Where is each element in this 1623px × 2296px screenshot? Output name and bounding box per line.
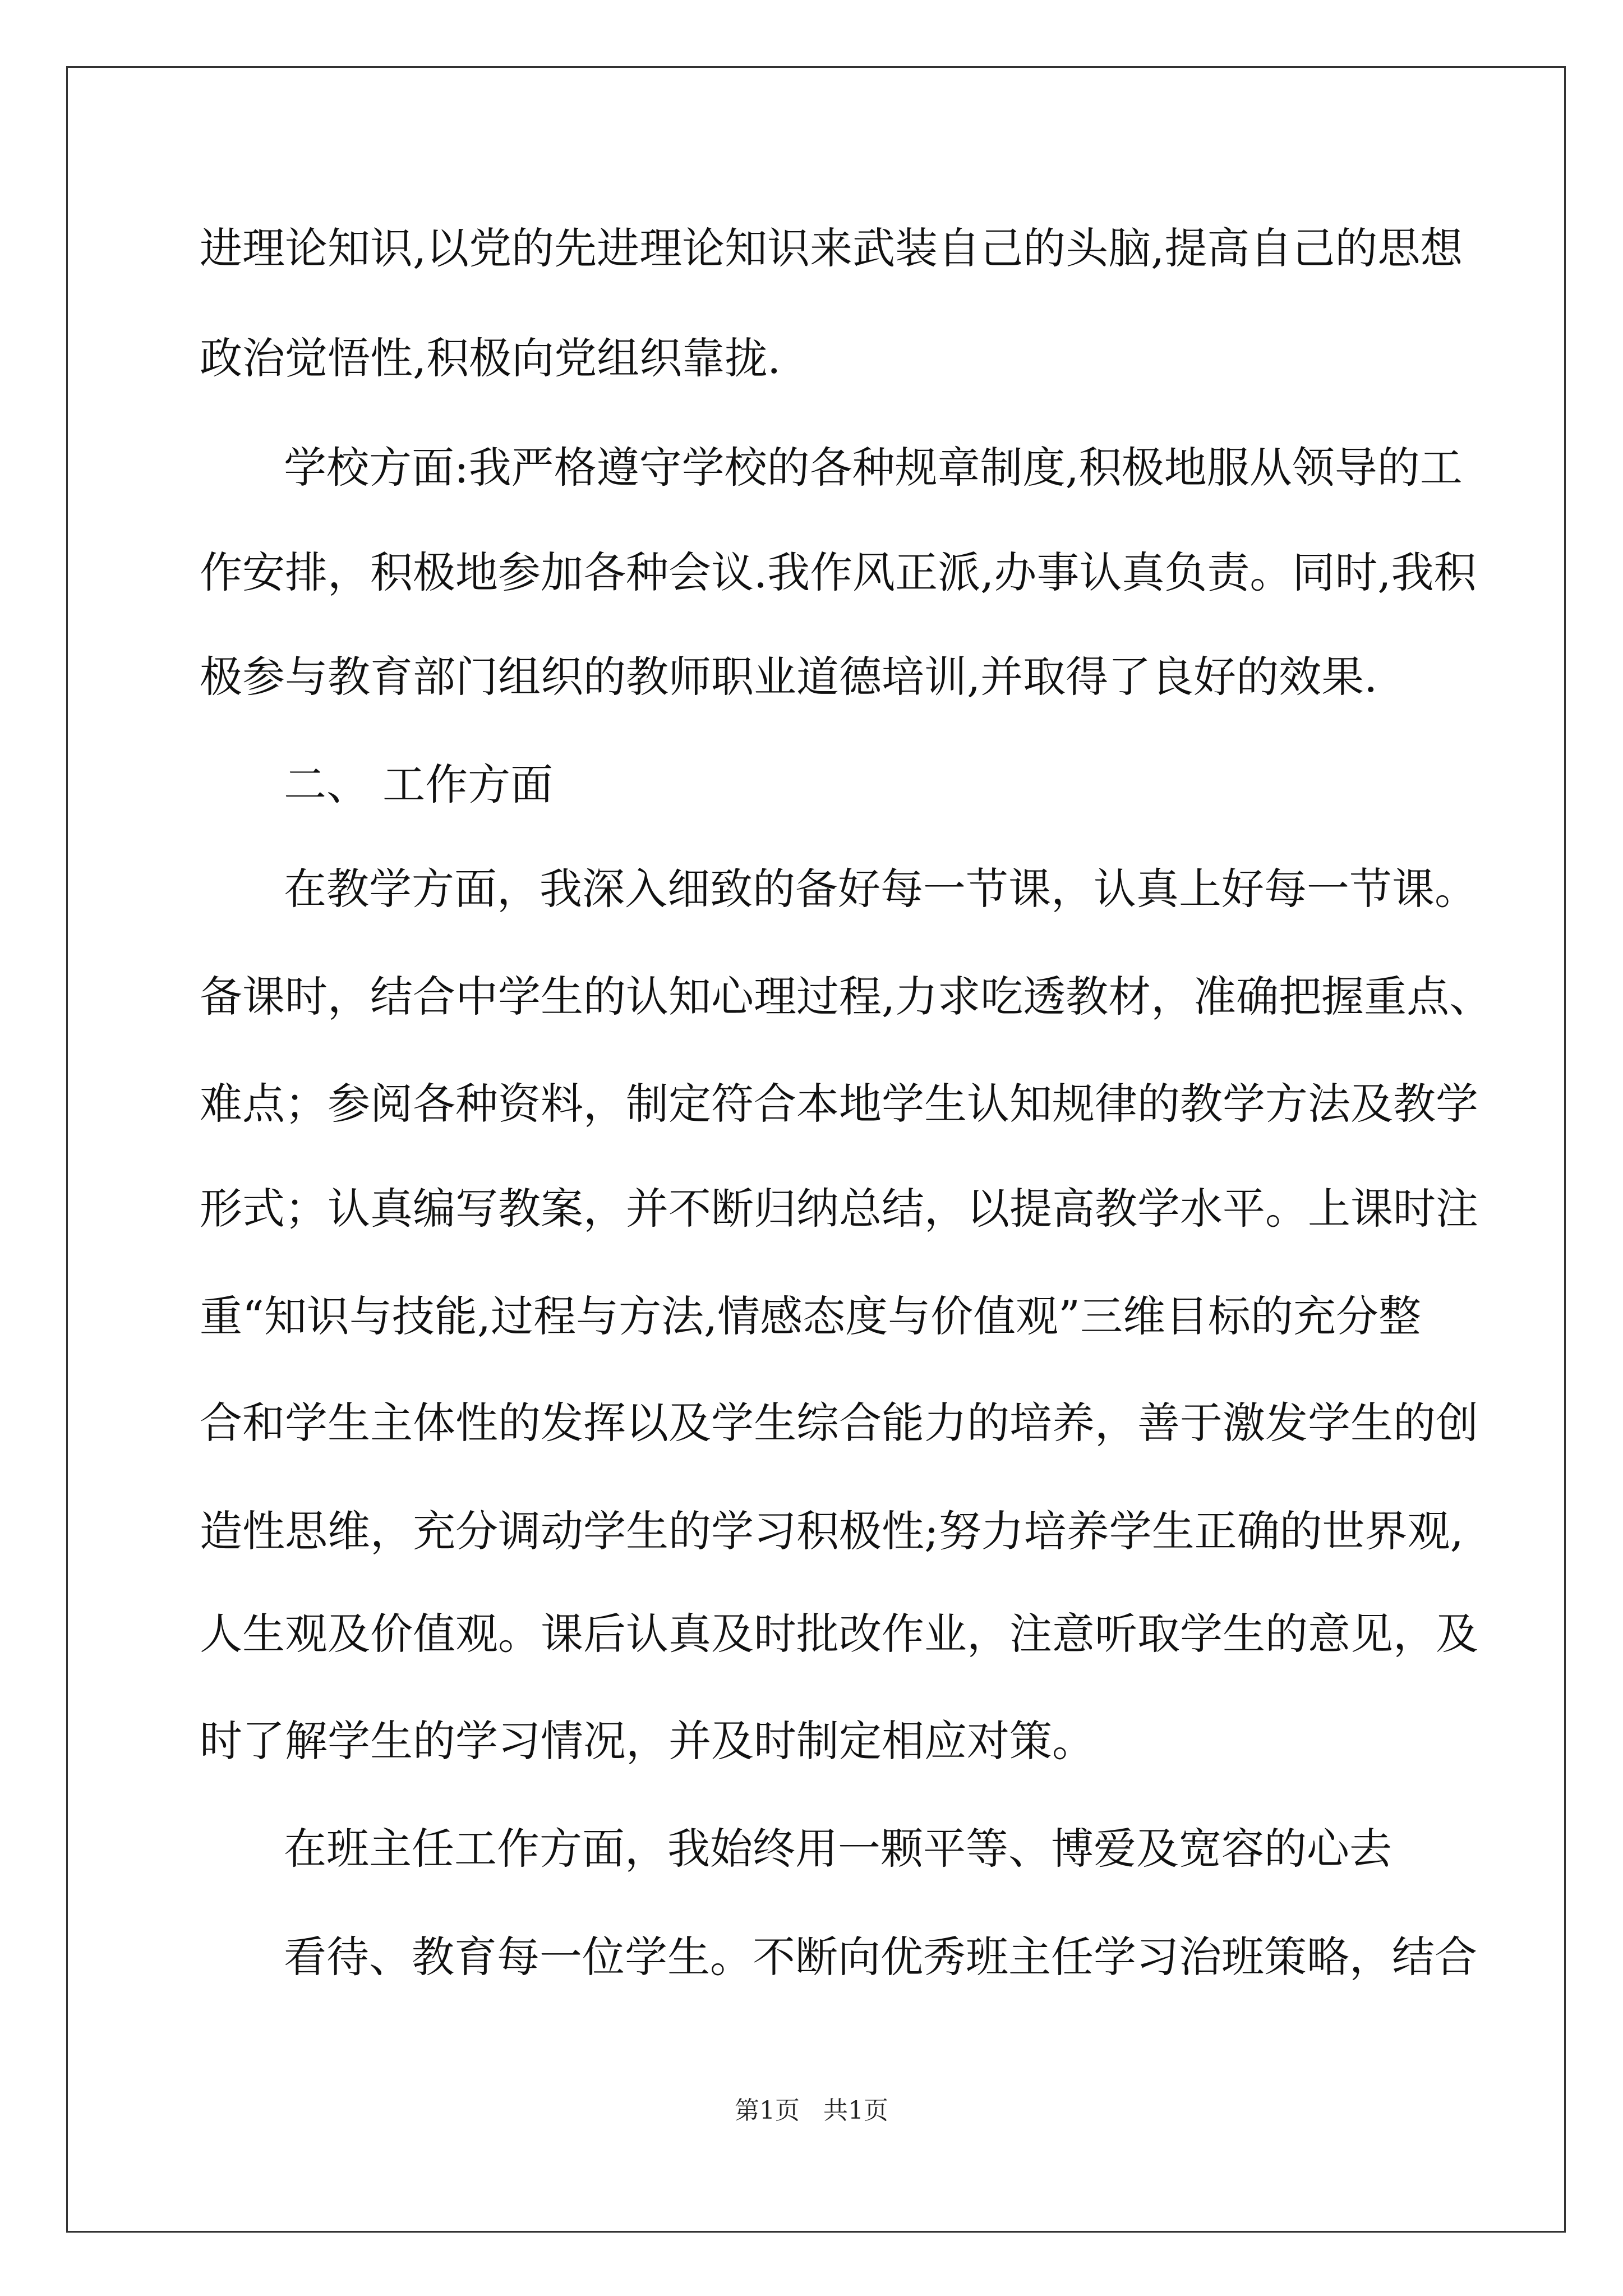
text-line: 重“知识与技能,过程与方法,情感态度与价值观”三维目标的充分整: [200, 1291, 1422, 1341]
text-line: 在教学方面，我深入细致的备好每一节课，认真上好每一节课。: [284, 864, 1477, 914]
page-border: [66, 66, 1566, 2233]
section-heading: 二、 工作方面: [284, 760, 554, 809]
text-line: 时了解学生的学习情况，并及时制定相应对策。: [200, 1716, 1095, 1766]
text-line: 极参与教育部门组织的教师职业道德培训,并取得了良好的效果.: [200, 652, 1378, 702]
text-line: 造性思维，充分调动学生的学习积极性;努力培养学生正确的世界观,: [200, 1506, 1464, 1556]
text-line: 备课时，结合中学生的认知心理过程,力求吃透教材，准确把握重点、: [200, 972, 1492, 1022]
text-line: 学校方面:我严格遵守学校的各种规章制度,积极地服从领导的工: [284, 443, 1463, 493]
text-line: 进理论知识,以党的先进理论知识来武装自己的头脑,提高自己的思想: [200, 223, 1463, 273]
text-line: 在班主任工作方面，我始终用一颗平等、博爱及宽容的心去: [284, 1824, 1392, 1874]
page-footer: 第1页 共1页: [735, 2096, 888, 2125]
text-line: 形式；认真编写教案，并不断归纳总结，以提高教学水平。上课时注: [200, 1184, 1478, 1234]
text-line: 难点；参阅各种资料，制定符合本地学生认知规律的教学方法及教学: [200, 1079, 1478, 1129]
text-line: 合和学生主体性的发挥以及学生综合能力的培养，善于激发学生的创: [200, 1398, 1478, 1448]
text-line: 看待、教育每一位学生。不断向优秀班主任学习治班策略，结合: [284, 1932, 1477, 1982]
text-line: 作安排，积极地参加各种会议.我作风正派,办事认真负责。同时,我积: [200, 547, 1477, 597]
text-line: 政治觉悟性,积极向党组织靠拢.: [200, 333, 781, 383]
text-line: 人生观及价值观。课后认真及时批改作业，注意听取学生的意见，及: [200, 1609, 1478, 1659]
